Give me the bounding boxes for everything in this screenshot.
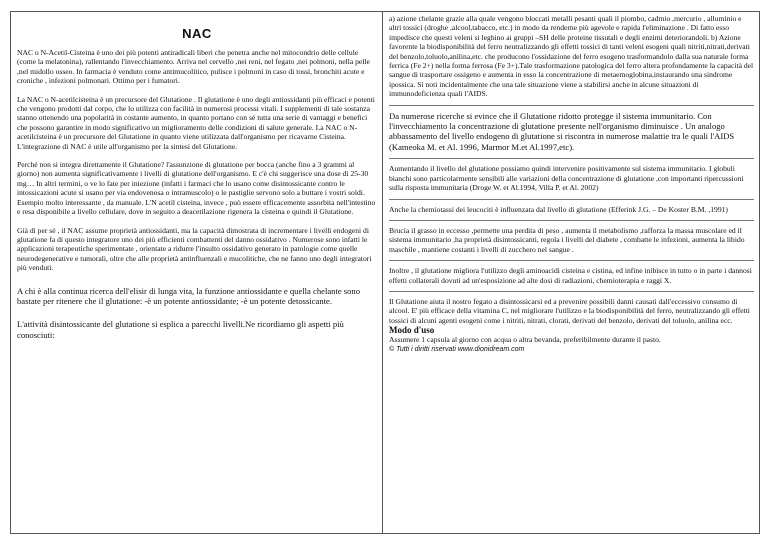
oral-intake-paragraph: Perché non si integra direttamente il Glutatione? l'assunzione di glutatione per bocca (anche fino a 3 grammi al giorno) non aumenta significativamente i livelli di glutatione dell'organismo. E c'è chi suggerisce una dose di 25-30 mg… In altri termini, o ve lo fate per iniezione (infatti i farmaci che lo usano come disintossicante contro le intossicazioni acute si usano per via endovenosa o intramuscolo) o le pastiglie servono solo a buttare i vostri soldi. Esempio molto interessante , da manuale. L'N acetil cisteina, invece , può essere efficacemente assorbita nell'intestino e resa disponibile a livello cellulare, dove in seguito a deacetilazione rigenera la cisteina e quindi il Glutatione.	[17, 160, 376, 217]
immune-research-block	[389, 111, 754, 160]
elixir-paragraph: A chi è alla continua ricerca dell'elisir di lunga vita, la funzione antiossidante e quella chelante sono bastate per ritenere che il glutatione: -è un potente antiossidante; -è un potente detossicante.	[17, 285, 361, 306]
chelation-block	[389, 14, 754, 106]
amino-acids-paragraph: Inoltre , il glutatione migliora l'utilizzo degli aminoacidi cisteina e cistina, ed infine inibisce in tutto o in parte i dannosi effetti collaterali dovuti ad un'esposizione ad alte dosi di radiazioni, chemioterapia e raggi X.	[389, 266, 752, 285]
usage-text: Assumere 1 capsula al giorno con acqua o altra bevanda, preferibilmente durante il pasto.	[389, 335, 661, 345]
chelation-paragraph: a) azione chelante grazie alla quale vengono bloccati metalli pesanti quali il piombo, cadmio ,mercurio , alluminio e altri tossici (droghe ,alcool,tabacco, etc.) in modo da renderne più agevole e rapida l'eliminazione . Di fatto esso impedisce che questi veleni si leghino ai gruppi –SH delle proteine tissutali e degli enzimi deteriorandoli. b) Azione favorente la biodisponibilità del ferro neutralizzando gli effetti tossici di tanti veleni esogeni quali nitriti,nitrati,derivati del benzolo,toluolo,anilina,etc. che producono l'ossidazione del ferro esogeno trasformandolo dalla sua naturale forma ferrica (Fe 2+) nella forma ferrosa (Fe 3+).Tale trasformazione patologica del ferro altera profondamente la capacità del sangue di trasportare ossigeno e aumenta in esso la concentrazione di metaemoglobina,instaurando una sindrome ipossica. Si noti incidentalmente che una tale situazione viene a stabilirsi anche in alcune situazioni di immunodeficienza quali l'AIDS.	[389, 14, 754, 99]
intro-paragraph: NAC o N-Acetil-Cisteina è uno dei più potenti antiradicali liberi che penetra anche nel mitocondrio delle cellule (come la melatonina), rallentando l'invecchiamento. Arriva nel cervello ,nei reni, nel fegato ,nei polmoni, nella pelle ,nel midollo osseo. In farmacia è venduto come antimucolitico, pulisce i polmoni in caso di tossi, bronchiti acute e croniche , infezioni polmonari. Ottimo per i fumatori.	[17, 48, 370, 86]
copyright-credit: © Tutti i diritti riservati www.dionidream.com	[389, 345, 525, 353]
liver-paragraph: Il Glutatione aiuta il nostro fegato a disintossicarsi ed a prevenire possibili danni causati dall'eccessivo consumo di alcool. E' più efficace della vitamina C, nel migliorare l'utilizzo e la biodisponibilità del ferro, neutralizzando gli effetti tossici di alcuni agenti esogeni come i nitriti, nitrati, clorati, derivati del benzolo, derivati del toluolo, anilina ecc.	[389, 296, 750, 325]
white-cells-paragraph: Aumentando il livello del glutatione possiamo quindi intervenire positivamente sul sistema immunitario. I globuli bianchi sono particolarmente sensibili alle variazioni della concentrazione di glutatione ,con importanti ripercussioni sulla risposta immunitaria (Droge W. et Al.1994, Villa P. et Al. 2002)	[389, 164, 744, 193]
glutathione-precursor-paragraph: La NAC o N-acetilcisteina è un precursore del Glutatione . Il glutatione è uno degli antiossidanti più efficaci e potenti che vengono prodotti dal corpo, che lo utilizza con facilità in numerosi processi vitali. I supplementi di tale sostanza stanno ottenendo una popolarità in costante aumento, in quanto portano con sé tutta una serie di vantaggi e benefici che possono garantire in modo significativo un miglioramento delle condizioni di salute generale. La NAC o N-acetilcisteina è un precursore del Glutatione in quanto viene utilizzata dall'organismo per ricavarne Cisteina. L'integrazione di NAC è utile all'organismo per la sintesi del Glutatione.	[17, 94, 375, 151]
white-cells-block	[389, 164, 754, 199]
usage-heading: Modo d'uso	[389, 325, 435, 336]
detox-activity-paragraph: L'attività disintossicante del glutatione si esplica a parecchi livelli.Ne ricordiamo gli aspetti più conosciuti:	[17, 319, 344, 340]
chemotaxis-paragraph: Anche la chemiotassi dei leucociti è influenzata dal livello di glutatione (Efferink J.G. – De Koster B.M. ,1991)	[389, 204, 728, 214]
left-column	[11, 12, 383, 533]
immune-research-paragraph: Da numerose ricerche si evince che il Glutatione ridotto protegge il sistema immunitario. Con l'invecchiamento la concentrazione di glutatione presente nell'organismo diminuisce . Un analogo abbassamento del livello endogeno di glutatione si riscontra in numerose malattie tra le quali l'AIDS (Kameoka M. et Al. 1996, Marmor M.et Al.1997,etc).	[389, 110, 735, 152]
antioxidant-properties-paragraph: Già di per sé , il NAC assume proprietà antiossidanti, ma la capacità dimostrata di incrementare i livelli endogeni di glutatione fa di questo integratore uno dei più efficienti combattenti del danno ossidativo . Numerose sono infatti le applicazioni terapeutiche sperimentate , orientate a ridurre l'insulto ossidativo generato in patologie come quelle neurodegenerative e tumorali, oltre che alle proprietà antinfluenzali e mucolitiche, che ne fanno uno degli integratori più venduti.	[17, 225, 372, 273]
document-title: NAC	[182, 26, 212, 41]
fat-burning-block	[389, 226, 754, 261]
chemotaxis-block	[389, 205, 754, 221]
amino-acids-block	[389, 266, 754, 292]
liver-block	[389, 297, 754, 360]
document-sheet	[10, 11, 760, 534]
fat-burning-paragraph: Brucia il grasso in eccesso ,permette una perdita di peso , aumenta il metabolismo ,rafforza la massa muscolare ed il sistema immunitario ,ha proprietà disintossicanti, regola i livelli del diabete , combatte le infezioni, aumenta la libido maschile , mantiene costanti i livelli di zucchero nel sangue .	[389, 225, 745, 254]
right-column	[383, 12, 759, 533]
